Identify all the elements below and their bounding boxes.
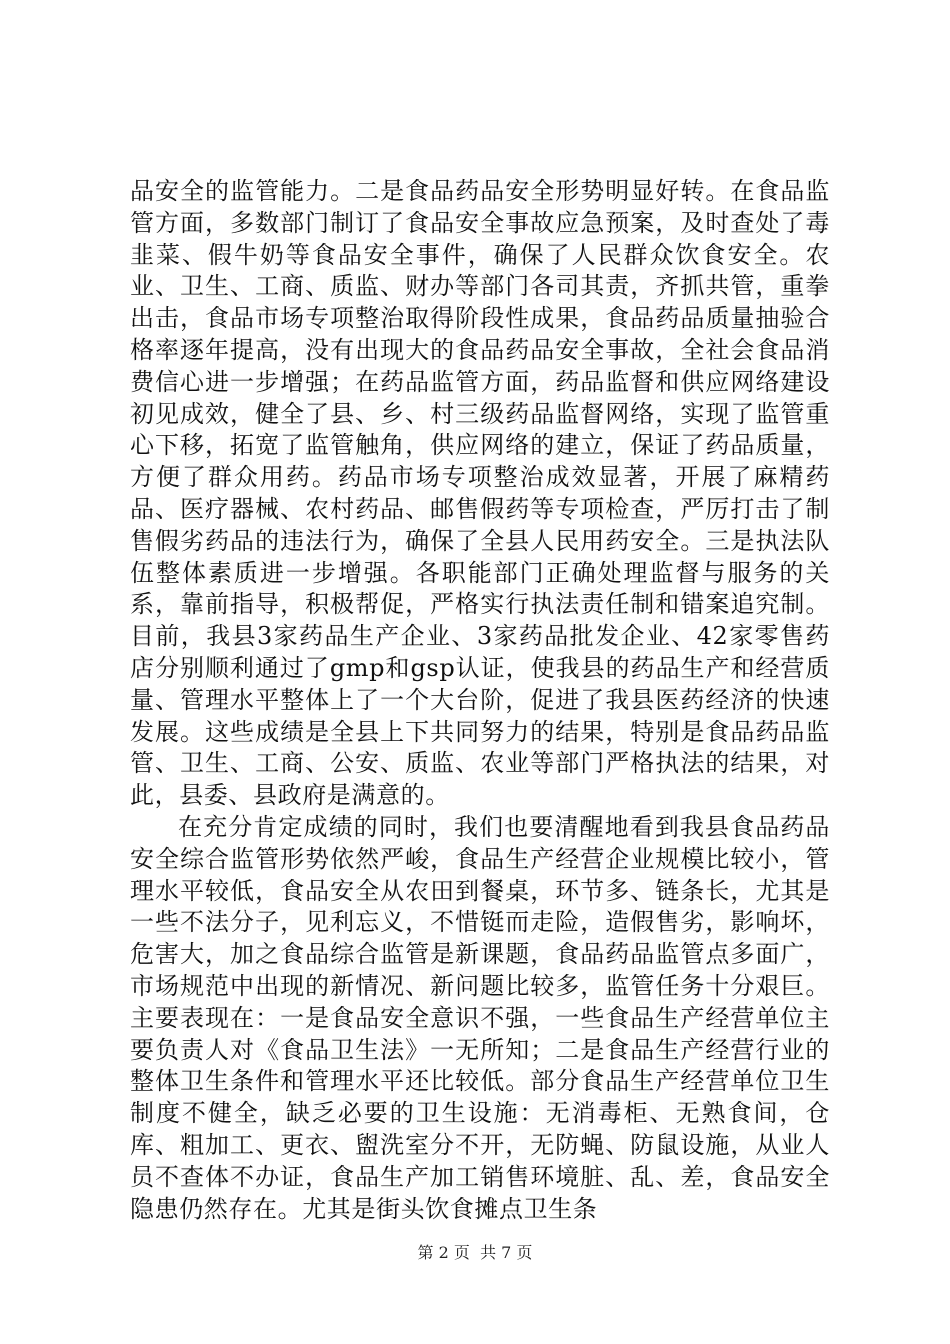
paragraph-1: 品安全的监管能力。二是食品药品安全形势明显好转。在食品监管方面，多数部门制订了食品安全事故应急预案，及时查处了毒韭菜、假牛奶等食品安全事件，确保了人民群众饮食安全。农业、卫生、工商、质监、财办等部门各司其责，齐抓共管，重拳出击，食品市场专项整治取得阶段性成果，食品药品质量抽验合格率逐年提高，没有出现大的食品药品安全事故，全社会食品消费信心进一步增强；在药品监管方面，药品监督和供应网络建设初见成效，健全了县、乡、村三级药品监督网络，实现了监管重心下移，拓宽了监管触角，供应网络的建立，保证了药品质量，方便了群众用药。药品市场专项整治成效显著，开展了麻精药品、医疗器械、农村药品、邮售假药等专项检查，严厉打击了制售假劣药品的违法行为，确保了全县人民用药安全。三是执法队伍整体素质进一步增强。各职能部门正确处理监督与服务的关系，靠前指导，积极帮促，严格实行执法责任制和错案追究制。目前，我县3家药品生产企业、3家药品批发企业、42家零售药店分别顺利通过了gmp和gsp认证，使我县的药品生产和经营质量、管理水平整体上了一个大台阶，促进了我县医药经济的快速发展。这些成绩是全县上下共同努力的结果，特别是食品药品监管、卫生、工商、公安、质监、农业等部门严格执法的结果，对此，县委、县政府是满意的。 bbox=[130, 177, 830, 810]
document-body bbox=[130, 176, 830, 1225]
page-footer: 第 2 页 共 7 页 bbox=[417, 1243, 533, 1262]
paragraph-2: 在充分肯定成绩的同时，我们也要清醒地看到我县食品药品安全综合监管形势依然严峻，食品生产经营企业规模比较小，管理水平较低，食品安全从农田到餐桌，环节多、链条长，尤其是一些不法分子，见利忘义，不惜铤而走险，造假售劣，影响坏，危害大，加之食品综合监管是新课题，食品药品监管点多面广，市场规范中出现的新情况、新问题比较多，监管任务十分艰巨。主要表现在：一是食品安全意识不强，一些食品生产经营单位主要负责人对《食品卫生法》一无所知；二是食品生产经营行业的整体卫生条件和管理水平还比较低。部分食品生产经营单位卫生制度不健全，缺乏必要的卫生设施：无消毒柜、无熟食间，仓库、粗加工、更衣、盥洗室分不开，无防蝇、防鼠设施，从业人员不查体不办证，食品生产加工销售环境脏、乱、差，食品安全隐患仍然存在。尤其是街头饮食摊点卫生条 bbox=[130, 812, 830, 1223]
